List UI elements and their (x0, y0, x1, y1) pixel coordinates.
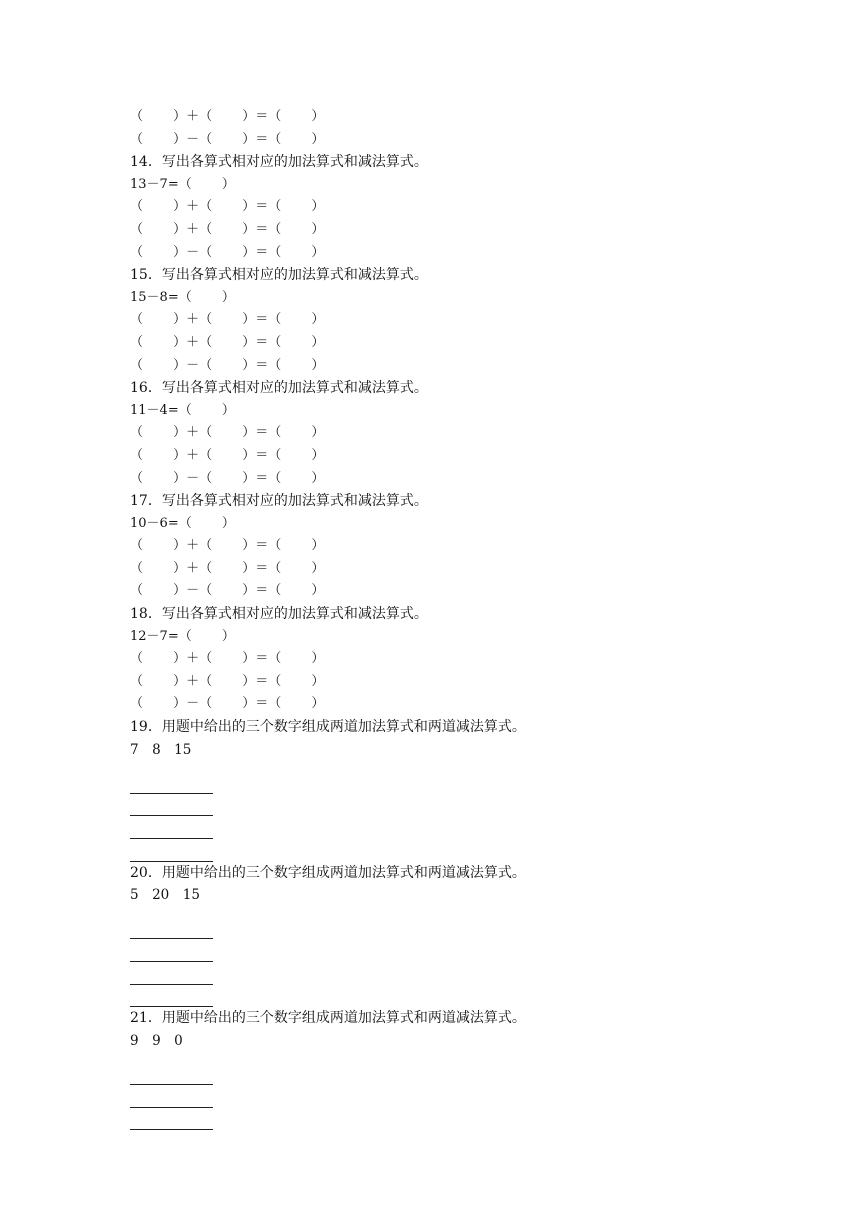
equation-row: （ ）－（ ）＝（ ） (130, 244, 325, 260)
answer-blank-line[interactable] (130, 816, 830, 839)
worksheet-content (130, 106, 830, 1130)
answer-blank-line[interactable] (130, 839, 830, 862)
spacer (130, 761, 830, 771)
answer-blank-line[interactable] (130, 985, 830, 1008)
equation-row: （ ）＋（ ）＝（ ） (130, 447, 325, 463)
answer-blank-line[interactable] (130, 939, 830, 962)
question-19-title: 19．用题中给出的三个数字组成两道加法算式和两道减法算式。 (130, 719, 526, 736)
question-21-title: 21．用题中给出的三个数字组成两道加法算式和两道减法算式。 (130, 1010, 526, 1027)
answer-blank-line[interactable] (130, 771, 830, 794)
answer-blank-line[interactable] (130, 1108, 830, 1131)
equation-row: （ ）＋（ ）＝（ ） (130, 199, 325, 215)
question-14-expression: 13－7=（ ） (130, 176, 235, 192)
answer-blank-line[interactable] (130, 1062, 830, 1085)
equation-row: （ ）－（ ）＝（ ） (130, 583, 325, 599)
question-15-expression: 15－8=（ ） (130, 289, 235, 305)
spacer (130, 1052, 830, 1062)
spacer (130, 907, 830, 917)
equation-row: （ ）＋（ ）＝（ ） (130, 334, 325, 350)
question-16-expression: 11－4=（ ） (130, 402, 235, 418)
answer-blank-line[interactable] (130, 917, 830, 940)
equation-row: （ ）＋（ ）＝（ ） (130, 221, 325, 237)
equation-row: （ ）＋（ ）＝（ ） (130, 538, 325, 554)
equation-row: （ ）－（ ）＝（ ） (130, 357, 325, 373)
question-17-expression: 10－6=（ ） (130, 515, 235, 531)
question-21-numbers: 9 9 0 (130, 1032, 183, 1049)
equation-row: （ ）＋（ ）＝（ ） (130, 425, 325, 441)
question-16-title: 16．写出各算式相对应的加法算式和减法算式。 (130, 380, 428, 397)
answer-blank-line[interactable] (130, 794, 830, 817)
equation-row: （ ）＋（ ）＝（ ） (130, 312, 325, 328)
equation-row: （ ）＋（ ）＝（ ） (130, 109, 325, 124)
question-20-title: 20．用题中给出的三个数字组成两道加法算式和两道减法算式。 (130, 864, 526, 881)
question-14-title: 14．写出各算式相对应的加法算式和减法算式。 (130, 154, 428, 171)
question-18-title: 18．写出各算式相对应的加法算式和减法算式。 (130, 606, 428, 623)
question-17-title: 17．写出各算式相对应的加法算式和减法算式。 (130, 493, 428, 510)
question-20-numbers: 5 20 15 (130, 887, 200, 904)
equation-row: （ ）＋（ ）＝（ ） (130, 673, 325, 689)
question-18-expression: 12－7=（ ） (130, 628, 235, 644)
equation-row: （ ）＋（ ）＝（ ） (130, 651, 325, 667)
answer-blank-line[interactable] (130, 962, 830, 985)
equation-row: （ ）＋（ ）＝（ ） (130, 560, 325, 576)
equation-row: （ ）－（ ）＝（ ） (130, 696, 325, 712)
equation-row: （ ）－（ ）＝（ ） (130, 131, 325, 147)
question-19-numbers: 7 8 15 (130, 741, 192, 758)
question-15-title: 15．写出各算式相对应的加法算式和减法算式。 (130, 267, 428, 284)
equation-row: （ ）－（ ）＝（ ） (130, 470, 325, 486)
answer-blank-line[interactable] (130, 1085, 830, 1108)
